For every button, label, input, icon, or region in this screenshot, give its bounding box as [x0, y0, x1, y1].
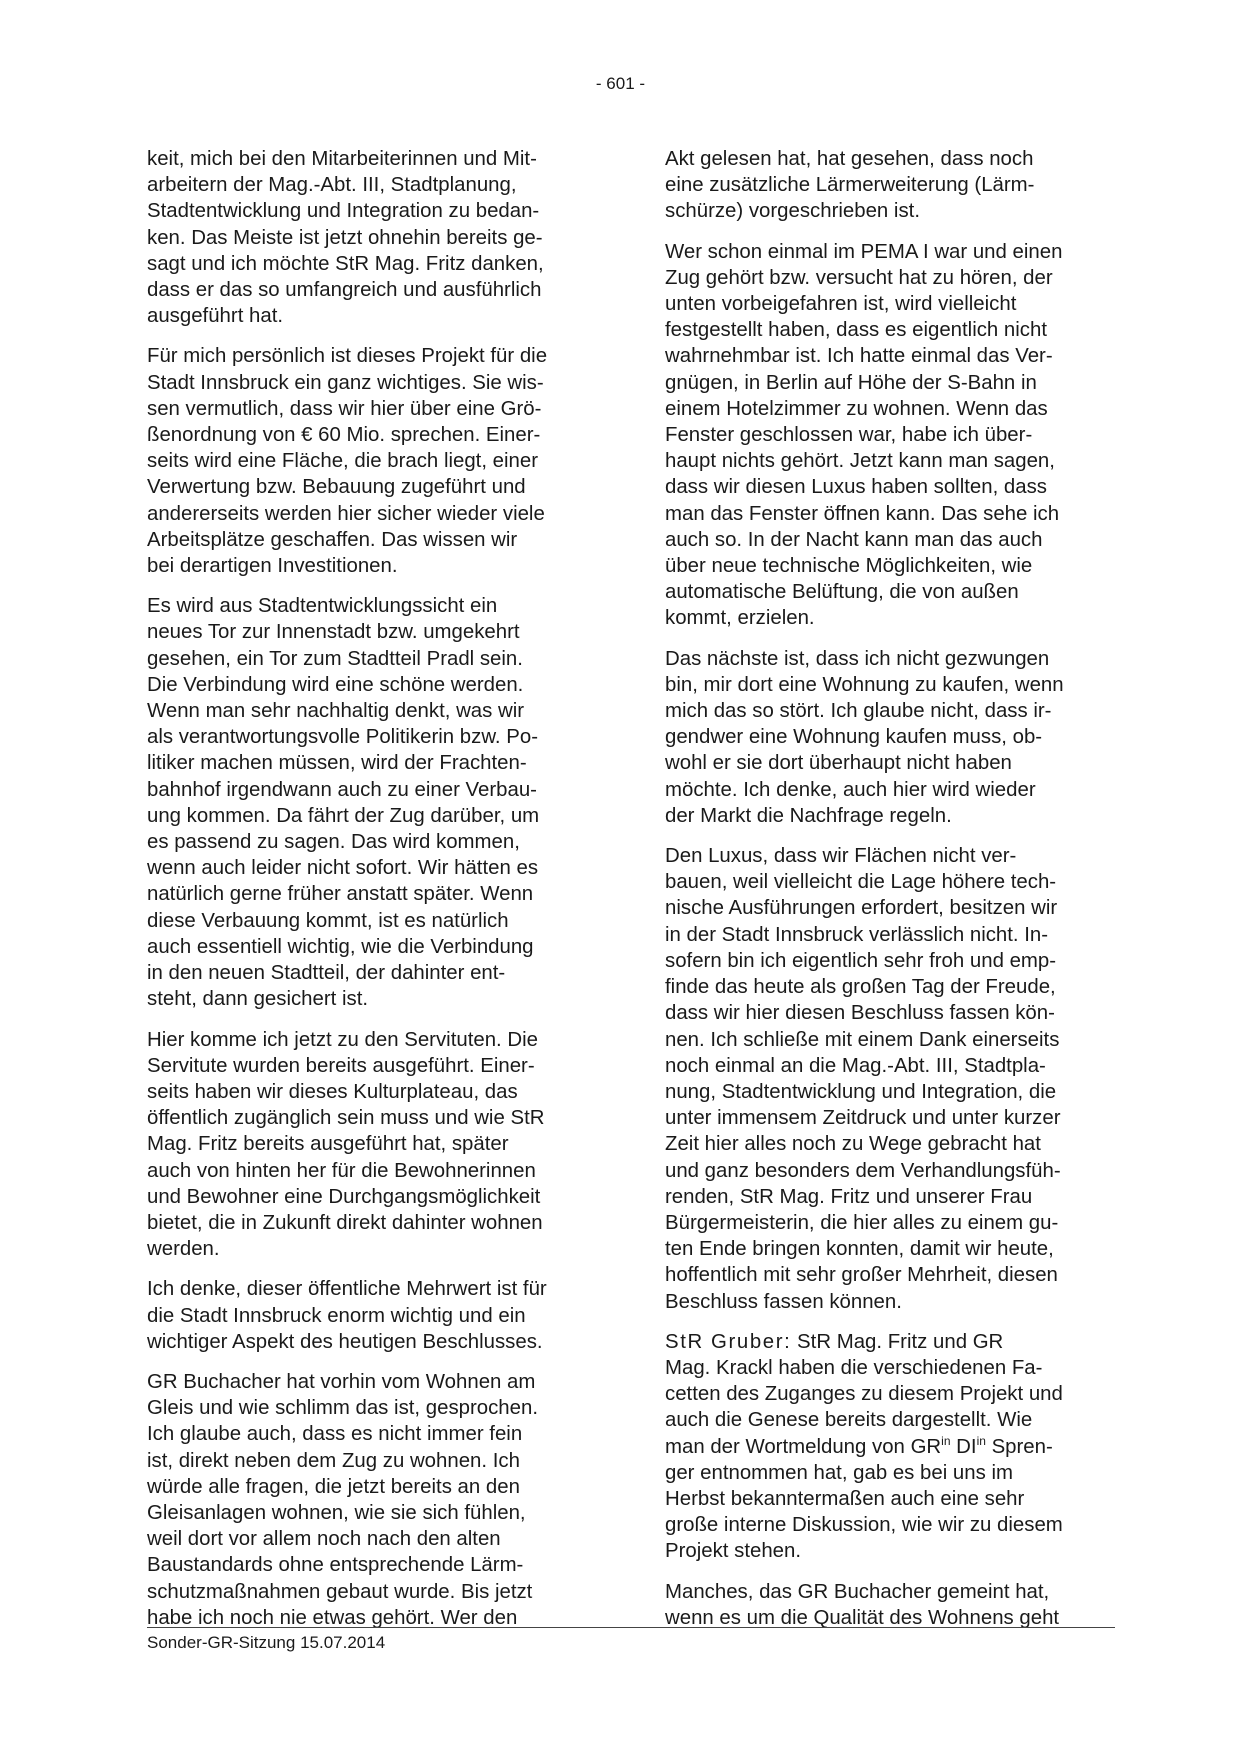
left-column — [147, 146, 597, 1645]
footer-divider — [147, 1627, 1115, 1628]
paragraph: Es wird aus Stadtentwicklungssicht ein neues Tor zur Innenstadt bzw. umgekehrt gesehen, ein Tor zum Stadtteil Pradl sein. Die Verbindung wird eine schöne werden. Wenn man sehr nachhaltig denkt, was wir als verantwortungsvolle Politikerin bzw. Po- litiker machen müssen, wird der Frachten- bahnhof irgendwann auch zu einer Verbau- ung kommen. Da fährt der Zug darüber, um es passend zu sagen. Das wird kommen, wenn auch leider nicht sofort. Wir hätten es natürlich gerne früher anstatt später. Wenn diese Verbauung kommt, ist es natürlich auch essentiell wichtig, wie die Verbindung in den neuen Stadtteil, der dahinter ent- steht, dann gesichert ist. — [147, 595, 540, 1011]
paragraph: keit, mich bei den Mitarbeiterinnen und Mit- arbeitern der Mag.-Abt. III, Stadtplanung, Stadtentwicklung und Integration zu bedan- ken. Das Meiste ist jetzt ohnehin bereits ge- sagt und ich möchte StR Mag. Fritz danken, dass er das so umfangreich und ausführlich ausgeführt hat. — [147, 148, 544, 328]
page-number: - 601 - — [595, 74, 646, 93]
speaker-text: StR Mag. Fritz und GR Mag. Krackl haben die verschiedenen Fa- cetten des Zuganges zu diesem Projekt und auch die Genese bereits dargestellt. Wie man der Wortmeldung von GR — [665, 1330, 1063, 1458]
paragraph: Für mich persönlich ist dieses Projekt für die Stadt Innsbruck ein ganz wichtiges. Sie wis- sen vermutlich, dass wir hier über eine Grö- ßenordnung von € 60 Mio. sprechen. Einer- seits wird eine Fläche, die brach liegt, einer Verwertung bzw. Bebauung zugeführt und andererseits werden hier sicher wieder viele Arbeitsplätze geschaffen. Das wissen wir bei derartigen Investitionen. — [147, 345, 548, 578]
footer-session: Sonder-GR-Sitzung 15.07.2014 — [147, 1633, 386, 1652]
speaker-text: Spren- ger entnommen hat, gab es bei uns im Herbst bekanntermaßen auch eine sehr große interne Diskussion, wie wir zu diesem Projekt stehen. — [665, 1435, 1063, 1563]
paragraph: Wer schon einmal im PEMA I war und einen Zug gehört bzw. versucht hat zu hören, der unten vorbeigefahren ist, wird vielleicht festgestellt haben, dass es eigentlich nicht wahrnehmbar ist. Ich hatte einmal das Ver- gnügen, in Berlin auf Höhe der S-Bahn in einem Hotelzimmer zu wohnen. Wenn das Fenster geschlossen war, habe ich über- haupt nichts gehört. Jetzt kann man sagen, dass wir diesen Luxus haben sollten, dass man das Fenster öffnen kann. Das sehe ich auch so. In der Nacht kann man das auch über neue technische Möglichkeiten, wie automatische Belüftung, die von außen kommt, erzielen. — [665, 240, 1063, 630]
paragraph: Manches, das GR Buchacher gemeint hat, wenn es um die Qualität des Wohnens geht — [665, 1580, 1060, 1629]
speaker-text: DI — [950, 1435, 977, 1458]
paragraph: Hier komme ich jetzt zu den Servituten. Die Servitute wurden bereits ausgeführt. Einer- seits haben wir dieses Kulturplateau, das öffentlich zugänglich sein muss und wie StR Mag. Fritz bereits ausgeführt hat, später auch von hinten her für die Bewohnerinnen und Bewohner eine Durchgangsmöglichkeit bietet, die in Zukunft direkt dahinter wohnen werden. — [147, 1028, 545, 1261]
right-column — [665, 146, 1115, 1645]
superscript: in — [941, 1433, 951, 1448]
paragraph: Den Luxus, dass wir Flächen nicht ver- bauen, weil vielleicht die Lage höhere tech- nische Ausführungen erfordert, besitzen wir in der Stadt Innsbruck verlässlich nicht. In- sofern bin ich eigentlich sehr froh und emp- finde das heute als großen Tag der Freude, dass wir hier diesen Beschluss fassen kön- nen. Ich schließe mit einem Dank einerseits noch einmal an die Mag.-Abt. III, Stadtpla- nung, Stadtentwicklung und Integration, die unter immensem Zeitdruck und unter kurzer Zeit hier alles noch zu Wege gebracht hat und ganz besonders dem Verhandlungsfüh- renden, StR Mag. Fritz und unserer Frau Bürgermeisterin, die hier alles zu einem gu- ten Ende bringen konnten, damit wir heute, hoffentlich mit sehr großer Mehrheit, diesen Beschluss fassen können. — [665, 845, 1061, 1313]
superscript: in — [976, 1433, 986, 1448]
paragraph: Akt gelesen hat, hat gesehen, dass noch eine zusätzliche Lärmerweiterung (Lärm- schürze) vorgeschrieben ist. — [665, 148, 1035, 223]
paragraph: GR Buchacher hat vorhin vom Wohnen am Gleis und wie schlimm das ist, gesprochen. Ich glaube auch, dass es nicht immer fein ist, direkt neben dem Zug zu wohnen. Ich würde alle fragen, die jetzt bereits an den Gleisanlagen wohnen, wie sie sich fühlen, weil dort vor allem noch nach den alten Baustandards ohne entsprechende Lärm- schutzmaßnahmen gebaut wurde. Bis jetzt habe ich noch nie etwas gehört. Wer den — [147, 1370, 538, 1629]
paragraph: Ich denke, dieser öffentliche Mehrwert ist für die Stadt Innsbruck enorm wichtig und ein wichtiger Aspekt des heutigen Beschlusses. — [147, 1278, 547, 1353]
paragraph: Das nächste ist, dass ich nicht gezwungen bin, mir dort eine Wohnung zu kaufen, wenn mich das so stört. Ich glaube nicht, dass ir- gendwer eine Wohnung kaufen muss, ob- wohl er sie dort überhaupt nicht haben möchte. Ich denke, auch hier wird wieder der Markt die Nachfrage regeln. — [665, 647, 1064, 827]
speaker-paragraph — [665, 1329, 1115, 1565]
speaker-name: StR Gruber: — [665, 1330, 792, 1353]
